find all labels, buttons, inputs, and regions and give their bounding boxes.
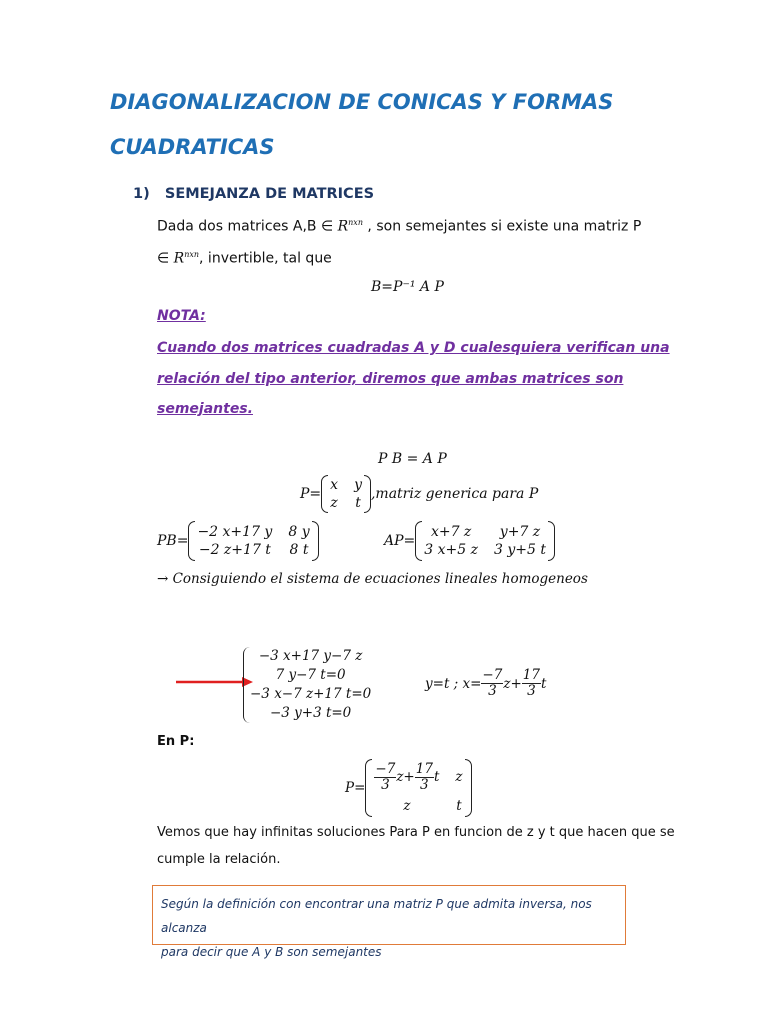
caption: ,matriz generica para P — [370, 486, 539, 502]
title-line-2: CUADRATICAS — [110, 135, 275, 159]
lhs: P= — [300, 486, 322, 502]
nota-label: NOTA: — [157, 308, 206, 324]
text: , invertible, tal que — [199, 250, 332, 267]
cell: t — [355, 495, 361, 511]
matrix — [321, 476, 371, 512]
set-exponent: nxn — [184, 250, 200, 259]
text: ∈ — [157, 250, 174, 267]
text: t — [433, 769, 440, 785]
numerator: 17 — [415, 760, 433, 777]
en-p-label: En P: — [157, 734, 195, 749]
cell: x — [330, 477, 339, 493]
lhs: PB= — [157, 533, 189, 549]
text: Dada dos matrices A,B ∈ — [157, 218, 338, 235]
denominator: 3 — [527, 683, 536, 699]
text: y=t ; x= — [425, 675, 482, 692]
nota-line-3: semejantes. — [157, 401, 253, 417]
generic-matrix-p — [300, 476, 538, 512]
set-exponent: nxn — [348, 218, 363, 227]
equation-system — [243, 647, 371, 723]
section-number: 1) — [133, 186, 150, 202]
text: , son semejantes si existe una matriz P — [362, 218, 642, 235]
cell: z — [330, 495, 338, 511]
equation: 7 y−7 t=0 — [275, 667, 346, 683]
definition-line-2 — [157, 250, 332, 267]
matrix-p-final — [345, 760, 472, 816]
cell: z — [403, 797, 411, 814]
denominator: 3 — [420, 776, 429, 793]
cell: −2 z+17 t — [198, 542, 271, 558]
cell: y+7 z — [499, 524, 541, 540]
numerator: −7 — [482, 667, 503, 683]
equation-pb-ap: P B = A P — [378, 451, 447, 467]
solution-equation — [425, 668, 546, 699]
cell: 8 t — [289, 542, 309, 558]
conclusion-line-2: cumple la relación. — [157, 852, 281, 867]
denominator: 3 — [381, 776, 390, 793]
cell: x+7 z — [430, 524, 472, 540]
matrix-ap — [384, 522, 555, 560]
box-line-1: Según la definición con encontrar una matriz P que admita inversa, nos alcanza — [161, 897, 592, 935]
note-box — [152, 885, 626, 959]
title-line-1: DIAGONALIZACION DE CONICAS Y FORMAS — [110, 90, 614, 114]
equation: −3 x+17 y−7 z — [258, 648, 363, 664]
lhs: P= — [345, 780, 366, 796]
cell: z — [455, 769, 463, 785]
set-symbol: R — [173, 250, 185, 267]
cell: 3 y+5 t — [493, 542, 546, 558]
nota-line-1: Cuando dos matrices cuadradas A y D cualesquiera verifican una — [157, 340, 670, 356]
section-heading — [133, 186, 374, 202]
conclusion-line-1: Vemos que hay infinitas soluciones Para P en funcion de z y t que hacen que se — [157, 825, 675, 840]
lhs: AP= — [384, 533, 416, 549]
numerator: −7 — [375, 760, 396, 777]
definition-line-1 — [157, 218, 641, 235]
cell: 3 x+5 z — [424, 542, 478, 558]
equation: −3 y+3 t=0 — [269, 705, 352, 721]
cell: −2 x+17 y — [197, 524, 273, 540]
consiguiendo-text: → Consiguiendo el sistema de ecuaciones lineales homogeneos — [157, 571, 588, 587]
denominator: 3 — [488, 683, 497, 699]
equation: −3 x−7 z+17 t=0 — [250, 686, 372, 702]
numerator: 17 — [522, 667, 540, 683]
box-line-2: para decir que A y B son semejantes — [161, 945, 382, 959]
text: t — [540, 675, 547, 692]
matrix-pb — [157, 522, 319, 560]
cell: t — [456, 797, 462, 814]
similarity-formula: B=P⁻¹ A P — [371, 279, 444, 295]
nota-line-2: relación del tipo anterior, diremos que ambas matrices son — [157, 371, 624, 387]
cell: y — [354, 477, 362, 493]
set-symbol: R — [337, 218, 349, 235]
section-title: SEMEJANZA DE MATRICES — [164, 186, 375, 202]
text: z+ — [396, 769, 415, 785]
text: z+ — [503, 675, 522, 692]
cell: 8 y — [288, 524, 310, 540]
